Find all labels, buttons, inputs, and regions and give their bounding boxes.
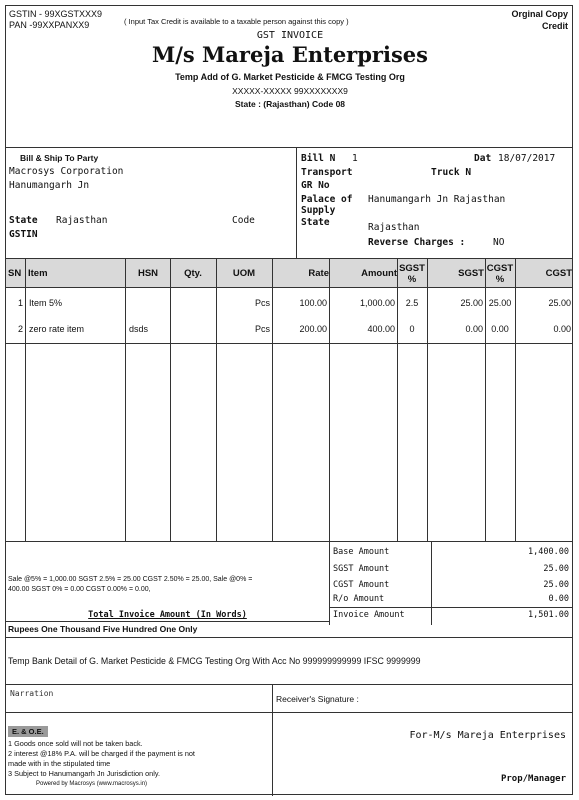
invoice-amount-label: Invoice Amount: [333, 610, 405, 620]
row-uom: Pcs: [254, 324, 270, 334]
row-separator: [6, 343, 572, 344]
col-cgst-pct-l1: CGST: [486, 262, 514, 274]
place-value: Hanumangarh Jn Rajasthan: [368, 194, 506, 205]
footer-divider: [272, 684, 273, 796]
narration-label: Narration: [10, 689, 54, 698]
party-divider: [296, 147, 297, 258]
company-phone: XXXXX-XXXXX 99XXXXXXX9: [232, 86, 348, 96]
amount-in-words: Rupees One Thousand Five Hundred One Only: [8, 624, 198, 634]
row-item: Item 5%: [29, 298, 63, 308]
bill-no-label: Bill N: [301, 153, 336, 164]
signatory: Prop/Manager: [500, 774, 566, 784]
bill-state-label: State: [301, 217, 330, 228]
summary-top-line: [6, 541, 572, 542]
reverse-value: NO: [493, 237, 505, 248]
row-amount: 400.00: [367, 324, 395, 334]
bank-detail: Temp Bank Detail of G. Market Pesticide & FMCG Testing Org With Acc No 999999999999 IFSC 9999999: [8, 656, 421, 666]
doc-type: GST INVOICE: [256, 30, 324, 41]
party-state-label: State: [9, 215, 38, 226]
row-sgst: 0.00: [465, 324, 483, 334]
col-item: Item: [28, 268, 48, 279]
sgst-amount: 25.00: [543, 564, 569, 574]
row-cgst-pct: 0.00: [491, 324, 509, 334]
company-state: State : (Rajasthan) Code 08: [234, 99, 346, 109]
place-label-1: Palace of: [301, 194, 353, 205]
words-line: [6, 621, 329, 622]
copy-label: Orginal Copy: [511, 9, 568, 19]
party-state-value: Rajasthan: [56, 215, 108, 226]
row-hsn: dsds: [129, 324, 149, 334]
row-sn: 1: [17, 298, 23, 308]
cgst-amount: 25.00: [543, 580, 569, 590]
row-sn: 2: [17, 324, 23, 334]
row-cgst: 25.00: [548, 298, 571, 308]
col-cgst-pct: [485, 259, 515, 288]
row-cgst: 0.00: [553, 324, 571, 334]
cgst-amount-label: CGST Amount: [333, 580, 390, 590]
col-sgst-pct-l1: SGST: [399, 262, 425, 274]
row-sgst: 25.00: [460, 298, 483, 308]
gr-label: GR No: [301, 180, 330, 191]
bill-state-value: Rajasthan: [368, 222, 420, 233]
row-rate: 100.00: [299, 298, 327, 308]
table-header: [6, 258, 572, 288]
grid-line: [25, 258, 26, 541]
row-uom: Pcs: [254, 298, 270, 308]
col-amount: Amount: [361, 268, 397, 279]
sgst-amount-label: SGST Amount: [333, 564, 390, 574]
gstin-text: GSTIN - 99XGSTXXX9: [9, 9, 103, 19]
ro-amount: 0.00: [548, 594, 569, 604]
col-cgst-pct-l2: %: [495, 273, 505, 285]
powered-by: Powered by Macrosys (www.macrosys.in): [36, 781, 148, 787]
col-qty: Qty.: [184, 268, 202, 279]
term-2a: 2 interest @18% P.A. will be charged if the payment is not: [8, 749, 195, 758]
pan-text: PAN -99XXPANXX9: [9, 20, 90, 30]
truck-label: Truck N: [431, 167, 472, 178]
company-address: Temp Add of G. Market Pesticide & FMCG Testing Org: [175, 72, 405, 82]
reverse-label: Reverse Charges :: [368, 237, 466, 248]
itc-note: ( Input Tax Credit is available to a taxable person against this copy ): [124, 17, 349, 26]
party-city: Hanumangarh Jn: [9, 180, 90, 191]
invoice-amount-line: [329, 607, 572, 608]
transport-label: Transport: [301, 167, 353, 178]
company-name: M/s Mareja Enterprises: [152, 42, 428, 67]
base-amount: 1,400.00: [528, 547, 569, 557]
header-divider: [6, 147, 572, 148]
tax-note-line2: 400.00 SGST 0% = 0.00 CGST 0.00% = 0.00,: [8, 586, 151, 593]
row-cgst-pct: 25.00: [488, 298, 512, 308]
party-heading: Bill & Ship To Party: [20, 153, 99, 163]
term-1: 1 Goods once sold will not be taken back.: [8, 739, 143, 748]
term-3: 3 Subject to Hanumangarh Jn Jurisdiction only.: [8, 769, 160, 778]
row-amount: 1,000.00: [359, 298, 395, 308]
grid-line: [170, 258, 171, 541]
summary-divider: [329, 541, 330, 625]
footer-mid-line: [6, 712, 572, 713]
row-rate: 200.00: [299, 324, 327, 334]
party-code-label: Code: [232, 215, 255, 226]
col-uom: UOM: [232, 268, 256, 279]
date-label: Dat: [474, 153, 492, 164]
row-sgst-pct: 0: [409, 324, 415, 334]
eoe-label: E. & O.E.: [8, 726, 48, 737]
col-rate: Rate: [308, 268, 329, 279]
ro-label: R/o Amount: [333, 594, 385, 604]
base-amount-label: Base Amount: [333, 547, 390, 557]
row-item: zero rate item: [29, 324, 85, 334]
party-gstin-label: GSTIN: [9, 229, 38, 240]
words-heading: Total Invoice Amount (In Words): [88, 610, 247, 620]
receiver-signature-label: Receiver's Signature :: [276, 694, 359, 704]
col-hsn: HSN: [137, 268, 159, 279]
words-bottom-line: [6, 637, 572, 638]
term-2b: made with in the stipulated time: [8, 759, 111, 768]
credit-label: Credit: [541, 21, 568, 31]
col-sgst-pct: [397, 259, 427, 288]
invoice-sheet: [5, 5, 573, 795]
tax-note-line1: Sale @5% = 1,000.00 SGST 2.5% = 25.00 CGST 2.50% = 25.00, Sale @0% =: [8, 576, 253, 583]
col-cgst: CGST: [545, 268, 572, 279]
col-sgst-pct-l2: %: [407, 273, 417, 285]
bill-no: 1: [352, 153, 358, 164]
summary-divider-2: [431, 541, 432, 625]
col-sn: SN: [8, 268, 22, 279]
invoice-amount: 1,501.00: [528, 610, 569, 620]
party-name: Macrosys Corporation: [9, 166, 124, 177]
bank-bottom-line: [6, 684, 572, 685]
place-label-2: Supply: [301, 205, 336, 216]
for-company: For-M/s Mareja Enterprises: [409, 730, 566, 741]
grid-line: [125, 258, 126, 541]
bill-date: 18/07/2017: [498, 153, 556, 164]
col-sgst: SGST: [458, 268, 484, 279]
row-sgst-pct: 2.5: [405, 298, 419, 308]
